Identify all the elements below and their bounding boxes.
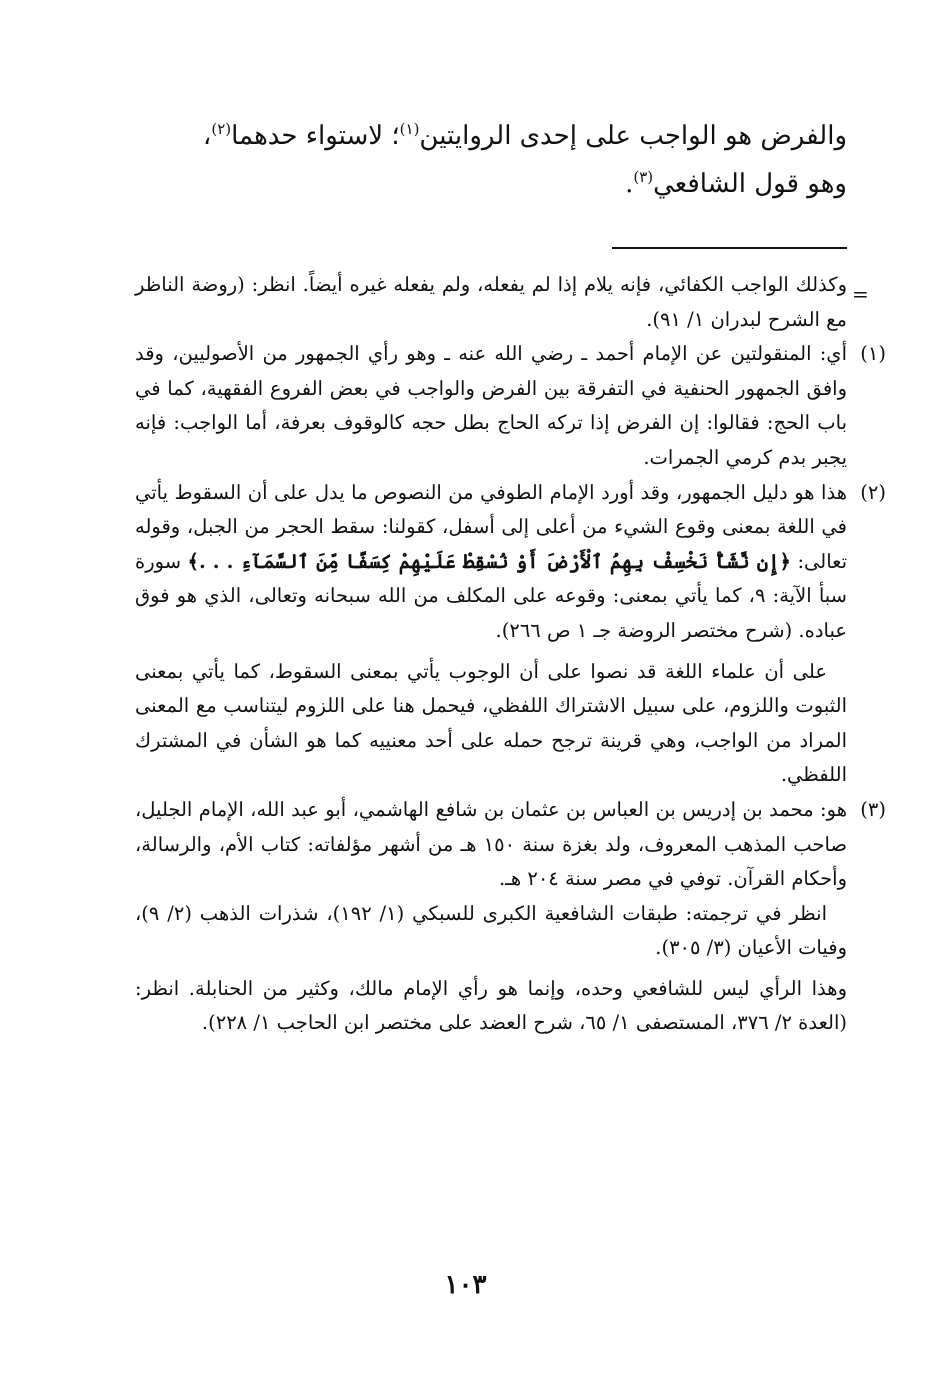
main-text-segment: . — [625, 169, 634, 199]
main-text — [107, 112, 847, 208]
footnote-number: (١) — [860, 342, 886, 366]
footnotes — [135, 268, 886, 1041]
footnote-text — [135, 476, 847, 649]
footnote-ref-1: (١) — [399, 120, 420, 138]
footnote-continued: وكذلك الواجب الكفائي، فإنه يلام إذا لم يفعله، ولم يفعله غيره أيضاً. انظر: (روضة الناظر مع الشرح لبدران ١/ ٩١). — [135, 273, 847, 331]
footnote-text: أي: المنقولتين عن الإمام أحمد ـ رضي الله عنه ـ وهو رأي الجمهور من الأصوليين، وقد وافق الجمهور الحنفية في التفرقة بين الفرض والواجب في بعض الفروع الفقهية، كما في باب الحج: فقالوا: إن الفرض إذا تركه الحاج بطل حجه كالوقوف بعرفة، أما الواجب: فإنه يجبر بدم كرمي الجمرات. — [135, 342, 847, 469]
footnote-paragraph: انظر في ترجمته: طبقات الشافعية الكبرى للسبكي (١/ ١٩٢)، شذرات الذهب (٢/ ٩)، وفيات الأعيان (٣/ ٣٠٥). — [135, 901, 847, 960]
footnote-text: هو: محمد بن إدريس بن العباس بن عثمان بن شافع الهاشمي، أبو عبد الله، الإمام الجليل، صاحب المذهب المعروف، ولد بغزة سنة ١٥٠ هـ من أشهر مؤلفاته: كتاب الأم، والرسالة، وأحكام القرآن. توفي في مصر سنة ٢٠٤ هـ. — [135, 797, 847, 891]
footnote-3 — [135, 793, 886, 1041]
footnote-ref-3: (٣) — [633, 168, 654, 186]
footnote-2 — [135, 476, 886, 793]
footnote-separator — [612, 247, 847, 249]
page-number: ١٠٣ — [444, 1270, 487, 1300]
main-line-2 — [107, 160, 847, 208]
footnote-number: (٣) — [860, 797, 886, 821]
quran-verse: ﴿إِن نَّشَأْ نَخْسِفْ بِهِمُ ٱلْأَرْضَ أَوْ نُسْقِطْ عَلَيْهِمْ كِسَفًا مِّنَ ٱلسَّمَآءِ . . .﴾ — [187, 549, 791, 573]
main-text-segment: ؛ لاستواء حدهما — [231, 121, 400, 151]
footnote-ref-2: (٢) — [211, 120, 232, 138]
footnote-text-segment: هذا هو دليل الجمهور، وقد أورد الإمام الطوفي من النصوص ما يدل على أن السقوط يأتي في اللغة بمعنى وقوع الشيء من أعلى إلى أسفل، كقولنا: سقط الحجر من الجبل، وقوله تعالى: — [135, 480, 848, 573]
footnote-paragraph: على أن علماء اللغة قد نصوا على أن الوجوب يأتي بمعنى السقوط، كما يأتي بمعنى الثبوت واللزوم، على سبيل الاشتراك اللفظي، فيحمل هنا على اللزوم ليتناسب مع المعنى المراد من الواجب، وهي قرينة ترجح حمله على أحد معنييه كما هو الشأن في المشترك اللفظي. — [135, 659, 847, 787]
main-text-segment: ، — [202, 121, 212, 151]
footnote-number: (٢) — [860, 480, 886, 504]
footnote-paragraph: وهذا الرأي ليس للشافعي وحده، وإنما هو رأي الإمام مالك، وكثير من الحنابلة. انظر: (العدة ٢/ ٣٧٦، المستصفى ١/ ٦٥، شرح العضد على مختصر ابن الحاجب ١/ ٢٢٨). — [135, 976, 847, 1035]
footnote-text-segment: سورة سبأ الآية: ٩، كما يأتي بمعنى: وقوعه على المكلف من الله سبحانه وتعالى، الذي هو فوق عباده. (شرح مختصر الروضة جـ ١ ص ٢٦٦). — [135, 549, 847, 642]
main-text-segment: وهو قول الشافعي — [653, 169, 847, 199]
continuation-mark: = — [852, 282, 869, 306]
main-line-1 — [107, 112, 847, 160]
footnote-1 — [135, 337, 886, 475]
main-text-segment: والفرض هو الواجب على إحدى الروايتين — [419, 121, 847, 151]
